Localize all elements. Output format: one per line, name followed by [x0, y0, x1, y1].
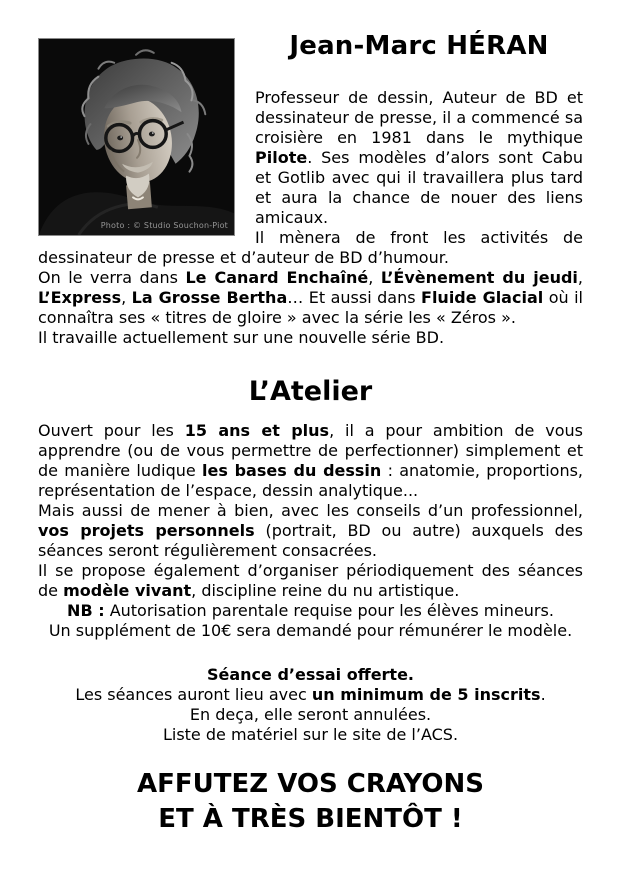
- bold-text: L’Évènement du jeudi: [380, 268, 578, 287]
- bold-text: Le Canard Enchaîné: [185, 268, 369, 287]
- parental-note-line: [38, 601, 583, 621]
- text: Les séances auront lieu avec: [75, 685, 312, 704]
- practical-info: [38, 665, 583, 745]
- page-title: Jean-Marc HÉRAN: [289, 31, 549, 61]
- text: : anatomie, proportions, représentation de l’espace, dessin analytique...: [38, 461, 584, 500]
- bold-text: L’Express: [38, 288, 122, 307]
- text: , il a pour ambition de vous apprendre (ou de vous permettre de perfectionner) simplement et de manière ludique: [38, 421, 583, 480]
- text: (portrait, BD ou autre) auxquels des séances seront régulièrement consacrées.: [38, 521, 584, 560]
- text: , discipline reine du nu artistique.: [191, 581, 460, 600]
- text: ,: [368, 268, 381, 287]
- materials-list-line: Liste de matériel sur le site de l’ACS.: [162, 725, 459, 744]
- atelier-intro-paragraph: [38, 421, 583, 561]
- bold-text: modèle vivant: [63, 581, 192, 600]
- text: On le verra dans: [38, 268, 186, 287]
- text: où il connaîtra ses « titres de gloire » avec la série les « Zéros ».: [38, 288, 583, 327]
- bold-text: La Grosse Bertha: [131, 288, 288, 307]
- closing-line-1: AFFUTEZ VOS CRAYONS: [137, 769, 484, 799]
- bold-text: NB :: [67, 601, 105, 620]
- life-model-paragraph: [38, 561, 583, 601]
- bold-text: Fluide Glacial: [421, 288, 544, 307]
- closing-line-2: ET À TRÈS BIENTÔT !: [158, 804, 463, 834]
- cancellation-line: En deça, elle seront annulées.: [189, 705, 432, 724]
- text: Ouvert pour les: [38, 421, 185, 440]
- text: Autorisation parentale requise pour les élèves mineurs.: [104, 601, 554, 620]
- text: ,: [121, 288, 132, 307]
- bold-text: un minimum de 5 inscrits: [311, 685, 541, 704]
- text: … Et aussi dans: [287, 288, 422, 307]
- bold-text: 15 ans et plus: [184, 421, 330, 440]
- closing-banner: [38, 767, 583, 837]
- photo-credit: Photo : © Studio Souchon-Piot: [100, 221, 228, 230]
- text: .: [540, 685, 546, 704]
- text: . Ses modèles d’alors sont Cabu et Gotlib avec qui il travaillera plus tard et aura la chance de nouer des liens amicaux.: [255, 148, 583, 227]
- bold-text: les bases du dessin: [202, 461, 382, 480]
- bold-text: vos projets personnels: [38, 521, 255, 540]
- minimum-enrollment-line: [38, 685, 583, 705]
- text: ,: [577, 268, 583, 287]
- atelier-heading: L’Atelier: [248, 376, 373, 407]
- text: Il se propose également d’organiser périodiquement des séances de: [38, 561, 583, 600]
- bold-text: Pilote: [255, 148, 308, 167]
- trial-session-line: Séance d’essai offerte.: [206, 665, 415, 684]
- portrait-illustration: [39, 39, 234, 235]
- portrait-photo: [38, 38, 235, 236]
- text: Professeur de dessin, Auteur de BD et dessinateur de presse, il a commencé sa croisière en 1981 dans le mythique: [255, 88, 583, 147]
- text: Il mènera de front les activités de dessinateur de presse et d’auteur de BD d’humour.: [38, 228, 583, 267]
- text: Mais aussi de mener à bien, avec les conseils d’un professionnel,: [38, 501, 583, 520]
- text: Il travaille actuellement sur une nouvelle série BD.: [38, 328, 445, 347]
- model-fee-line: Un supplément de 10€ sera demandé pour rémunérer le modèle.: [48, 621, 573, 640]
